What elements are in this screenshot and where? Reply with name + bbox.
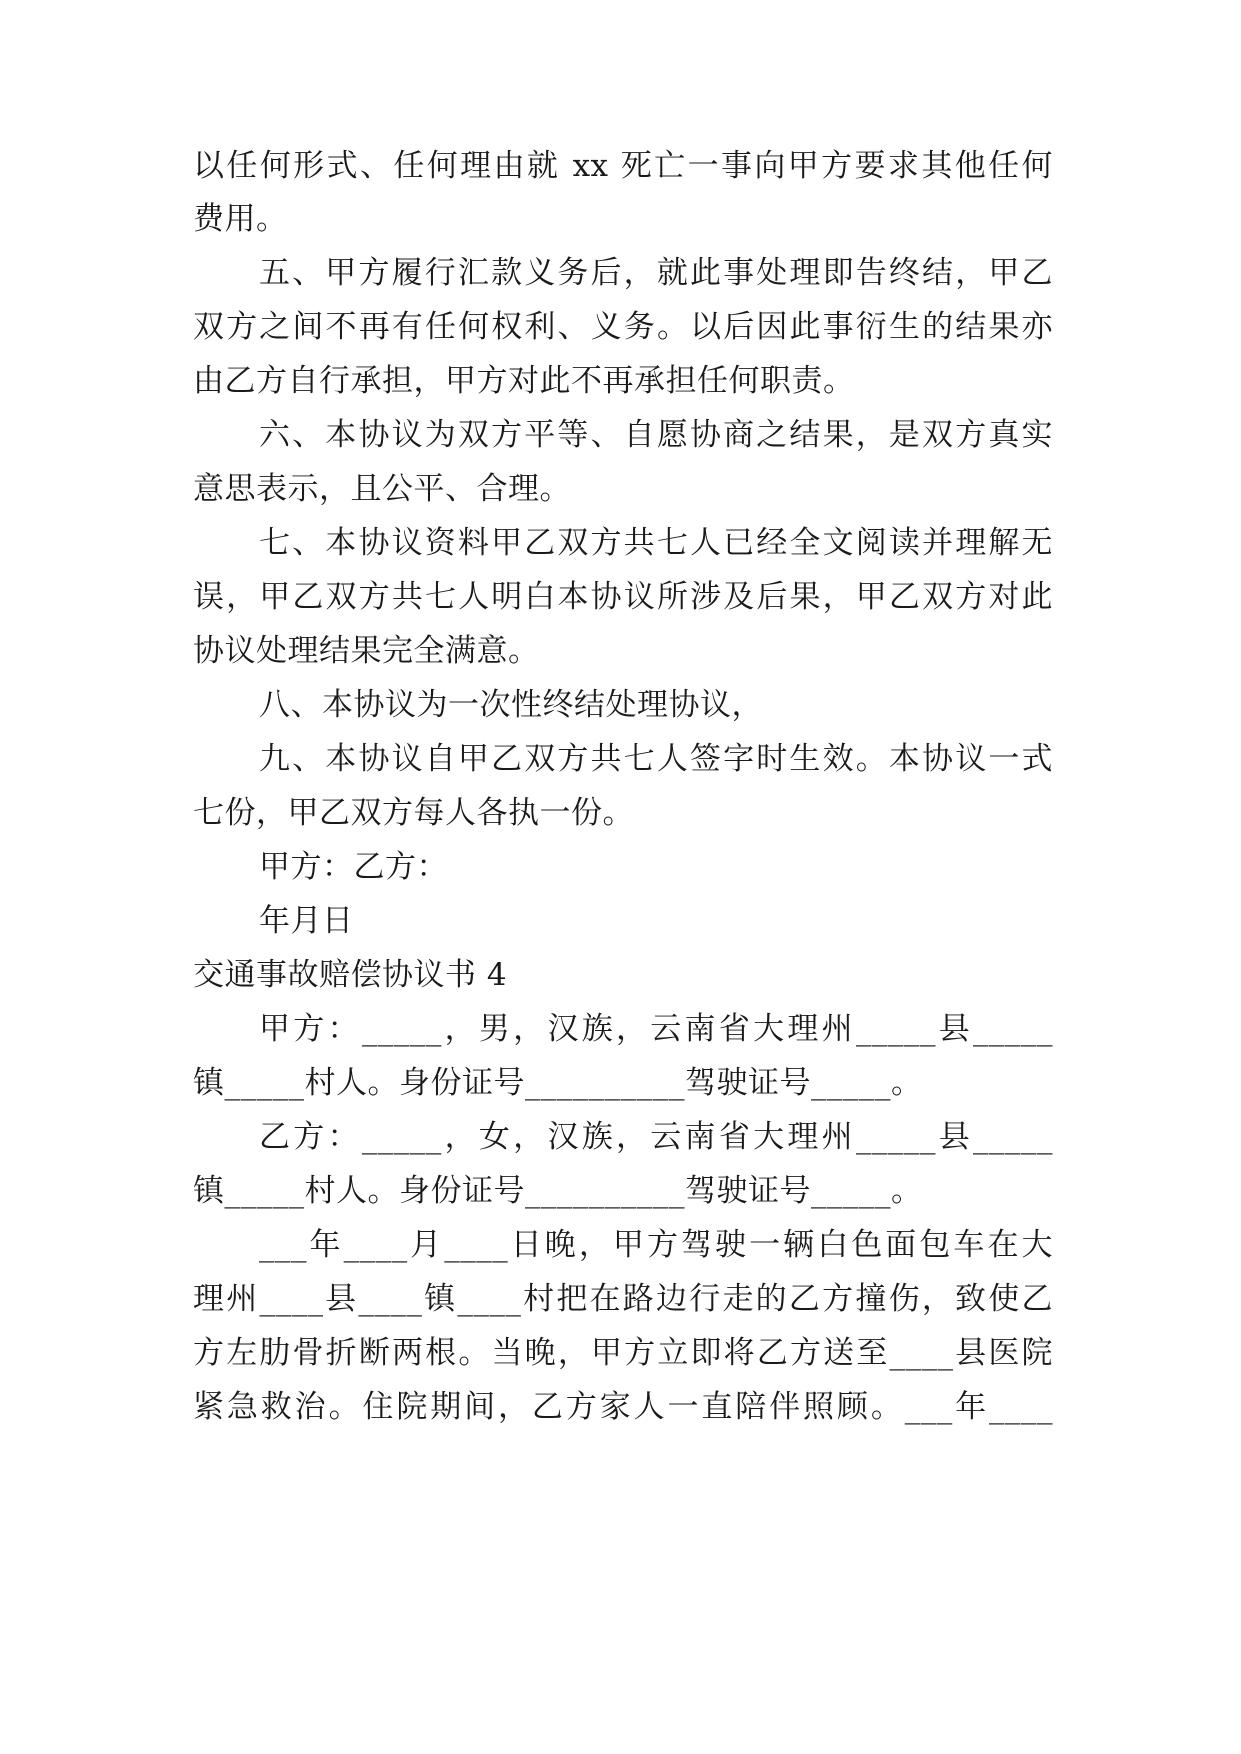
clause-6: 六、本协议为双方平等、自愿协商之结果，是双方真实 bbox=[259, 417, 1053, 453]
text-line: 方左肋骨折断两根。当晚，甲方立即将乙方送至____县医院 bbox=[193, 1335, 1053, 1371]
signature-parties: 甲方：乙方： bbox=[259, 849, 448, 885]
incident-paragraph: ___年____月____日晚，甲方驾驶一辆白色面包车在大 bbox=[259, 1227, 1053, 1263]
section-title: 交通事故赔偿协议书 4 bbox=[193, 957, 508, 993]
text-line: 理州____县____镇____村把在路边行走的乙方撞伤，致使乙 bbox=[193, 1281, 1053, 1317]
text-line: 以任何形式、任何理由就 xx 死亡一事向甲方要求其他任何 bbox=[193, 148, 1053, 184]
clause-5: 五、甲方履行汇款义务后，就此事处理即告终结，甲乙 bbox=[259, 255, 1053, 291]
text-line: 协议处理结果完全满意。 bbox=[193, 633, 540, 669]
party-b: 乙方：_____，女，汉族，云南省大理州_____县_____ bbox=[259, 1119, 1053, 1155]
text-line: 误，甲乙双方共七人明白本协议所涉及后果，甲乙双方对此 bbox=[193, 579, 1053, 615]
text-line: 紧急救治。住院期间，乙方家人一直陪伴照顾。___年____ bbox=[193, 1389, 1053, 1425]
clause-7: 七、本协议资料甲乙双方共七人已经全文阅读并理解无 bbox=[259, 525, 1053, 561]
text-line: 镇_____村人。身份证号__________驾驶证号_____。 bbox=[193, 1065, 923, 1101]
clause-8: 八、本协议为一次性终结处理协议， bbox=[259, 687, 763, 723]
text-line: 镇_____村人。身份证号__________驾驶证号_____。 bbox=[193, 1173, 923, 1209]
text-line: 双方之间不再有任何权利、义务。以后因此事衍生的结果亦 bbox=[193, 309, 1053, 345]
clause-9: 九、本协议自甲乙双方共七人签字时生效。本协议一式 bbox=[259, 741, 1053, 777]
signature-date: 年月日 bbox=[259, 903, 354, 939]
text-line: 费用。 bbox=[193, 201, 288, 237]
text-line: 意思表示，且公平、合理。 bbox=[193, 471, 571, 507]
text-line: 七份，甲乙双方每人各执一份。 bbox=[193, 795, 634, 831]
text-line: 由乙方自行承担，甲方对此不再承担任何职责。 bbox=[193, 363, 855, 399]
party-a: 甲方：_____，男，汉族，云南省大理州_____县_____ bbox=[259, 1011, 1053, 1047]
